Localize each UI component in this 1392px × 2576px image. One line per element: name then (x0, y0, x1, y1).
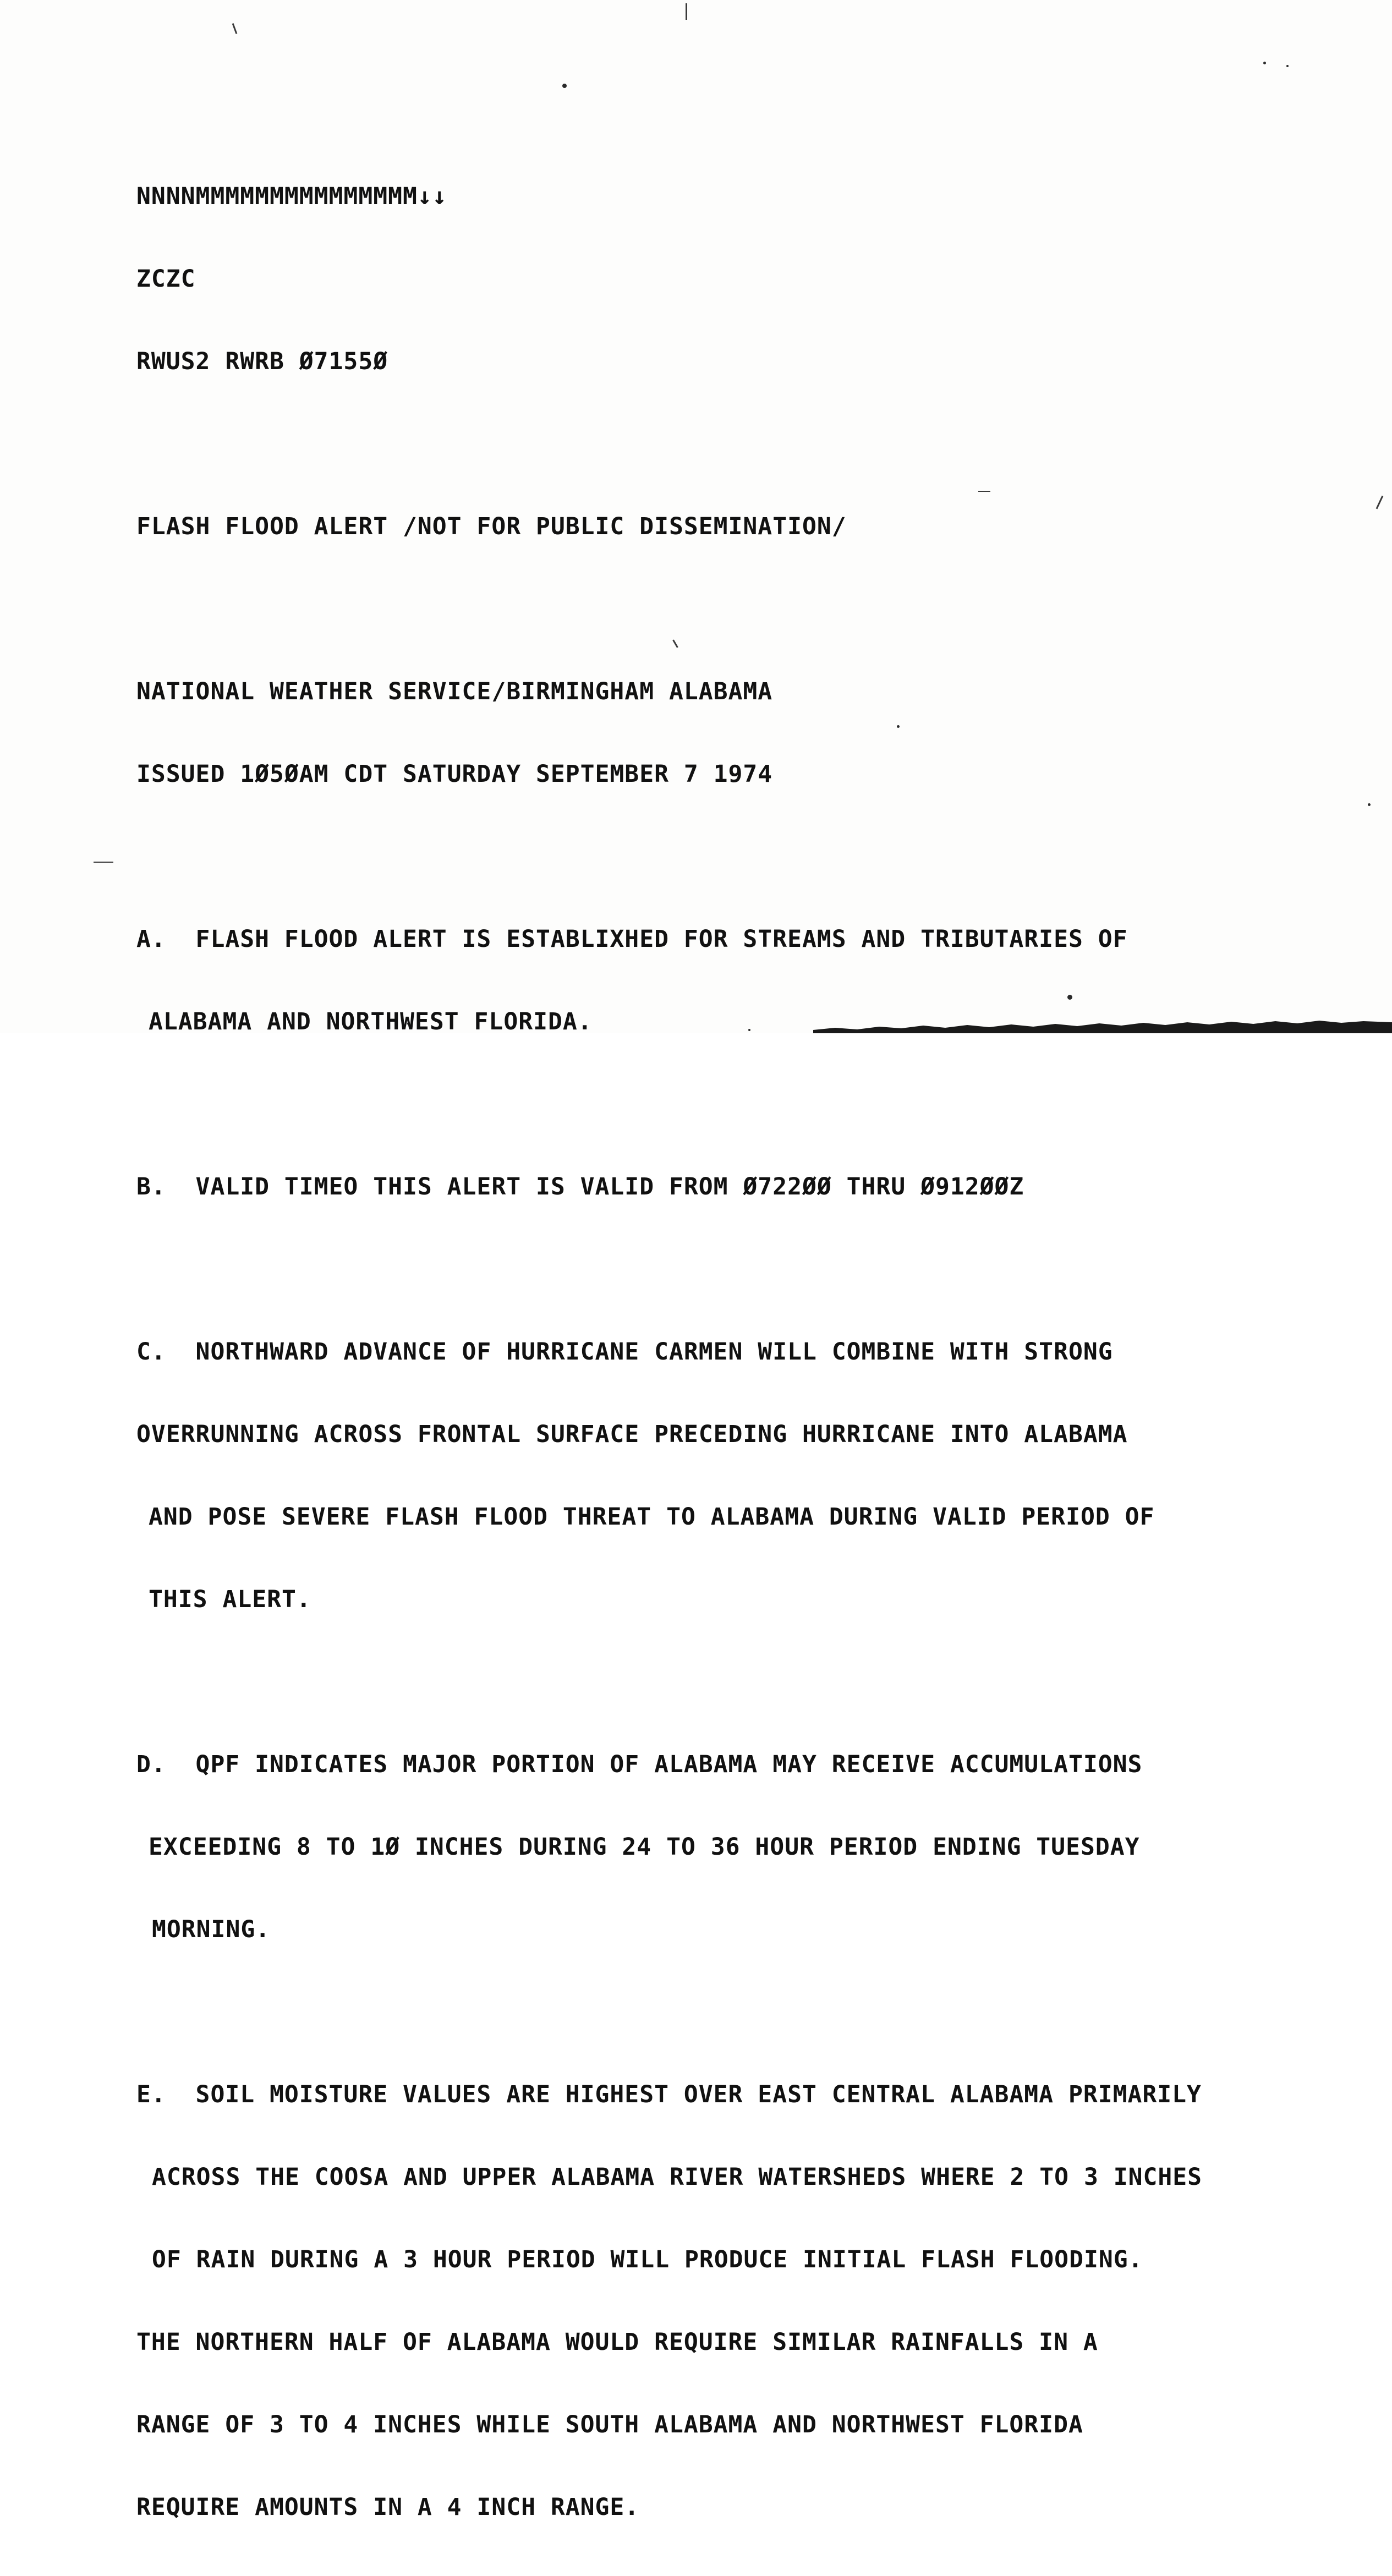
section-e-line-2: ACROSS THE COOSA AND UPPER ALABAMA RIVER WATERSHEDS WHERE 2 TO 3 INCHES (152, 2163, 1203, 2191)
alert-title: FLASH FLOOD ALERT /NOT FOR PUBLIC DISSEMINATION/ (136, 513, 847, 540)
start-of-message-code: ZCZC (136, 265, 196, 293)
section-c-line-2: OVERRUNNING ACROSS FRONTAL SURFACE PRECEDING HURRICANE INTO ALABAMA (136, 1421, 1128, 1448)
scan-scratch (94, 862, 113, 863)
section-c-line-4: THIS ALERT. (149, 1586, 311, 1613)
section-e-line-1: E. SOIL MOISTURE VALUES ARE HIGHEST OVER EAST CENTRAL ALABAMA PRIMARILY (136, 2081, 1202, 2108)
teletype-message (136, 128, 1374, 2576)
issue-time: ISSUED 1Ø5ØAM CDT SATURDAY SEPTEMBER 7 1974 (136, 760, 773, 788)
message-identifier: RWUS2 RWRB Ø7155Ø (136, 348, 388, 375)
torn-paper-edge (813, 1018, 1392, 1033)
scan-scratch (686, 3, 687, 20)
scan-scratch (232, 23, 238, 34)
section-e-line-4: THE NORTHERN HALF OF ALABAMA WOULD REQUIRE SIMILAR RAINFALLS IN A (136, 2328, 1098, 2356)
section-c-line-1: C. NORTHWARD ADVANCE OF HURRICANE CARMEN WILL COMBINE WITH STRONG (136, 1338, 1113, 1366)
issuing-office: NATIONAL WEATHER SERVICE/BIRMINGHAM ALABAMA (136, 678, 773, 705)
section-a-line-2: ALABAMA AND NORTHWEST FLORIDA. (149, 1008, 593, 1035)
section-e-line-5: RANGE OF 3 TO 4 INCHES WHILE SOUTH ALABAMA AND NORTHWEST FLORIDA (136, 2411, 1083, 2438)
section-e-line-6: REQUIRE AMOUNTS IN A 4 INCH RANGE. (136, 2493, 640, 2521)
routing-header: NNNNMMMMMMMMMMMMMMM↓↓ (136, 183, 447, 210)
scan-speck (1263, 62, 1266, 64)
scan-speck (1286, 65, 1289, 67)
section-d-line-2: EXCEEDING 8 TO 1Ø INCHES DURING 24 TO 36 HOUR PERIOD ENDING TUESDAY (149, 1833, 1140, 1861)
section-c-line-3: AND POSE SEVERE FLASH FLOOD THREAT TO ALABAMA DURING VALID PERIOD OF (149, 1503, 1155, 1531)
section-b-line-1: B. VALID TIMEO THIS ALERT IS VALID FROM Ø722ØØ THRU Ø912ØØZ (136, 1173, 1024, 1201)
section-a-line-1: A. FLASH FLOOD ALERT IS ESTABLIXHED FOR STREAMS AND TRIBUTARIES OF (136, 925, 1128, 953)
scan-speck (562, 84, 567, 88)
section-d-line-1: D. QPF INDICATES MAJOR PORTION OF ALABAMA MAY RECEIVE ACCUMULATIONS (136, 1751, 1143, 1778)
scan-scratch (1376, 496, 1384, 509)
section-e-line-3: OF RAIN DURING A 3 HOUR PERIOD WILL PRODUCE INITIAL FLASH FLOODING. (152, 2246, 1143, 2273)
section-d-line-3: MORNING. (152, 1916, 271, 1943)
